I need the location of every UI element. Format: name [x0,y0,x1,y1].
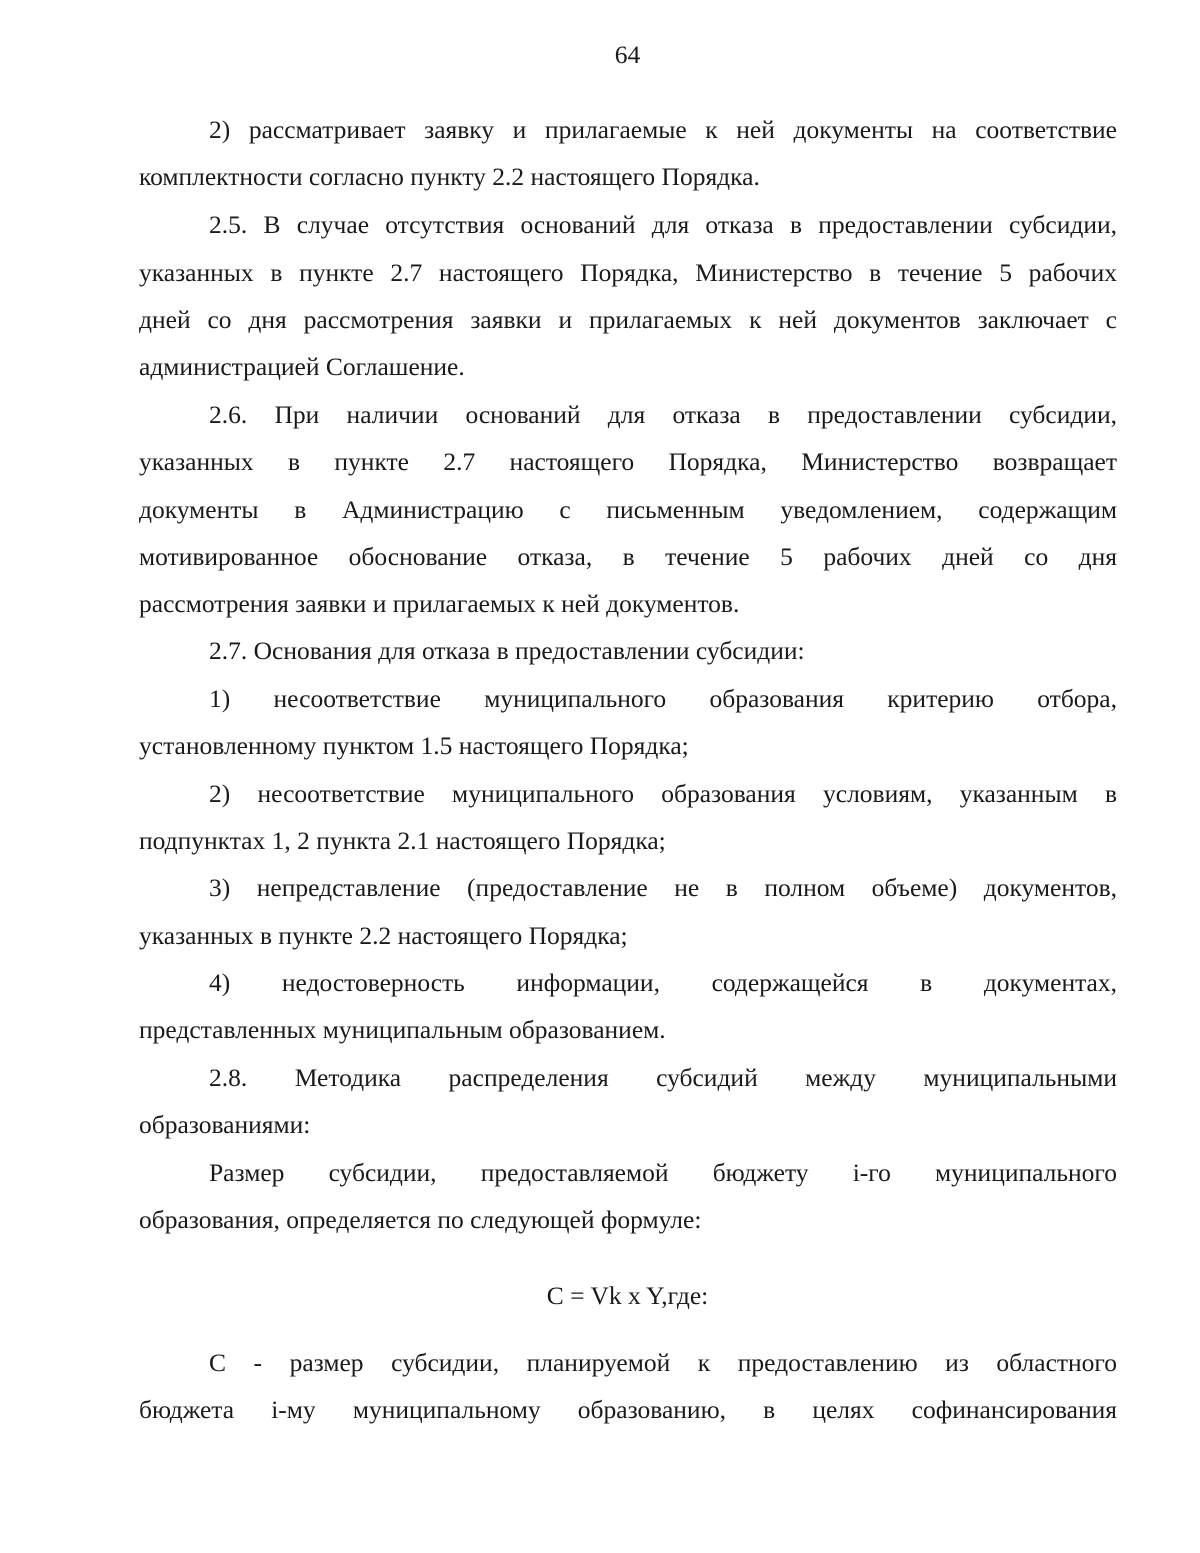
formula: C = Vk x Y,где: [546,1281,709,1310]
page-number: 64 [614,40,641,69]
text-line: 2.8. Методика распределения субсидий между муниципальными [209,1063,1117,1092]
text-line: бюджета i-му муниципальному образованию, в целях софинансирования [139,1395,1117,1424]
text-line: указанных в пункте 2.2 настоящего Порядка; [139,921,628,950]
text-line: образованиями: [139,1110,311,1139]
text-line: рассмотрения заявки и прилагаемых к ней документов. [139,589,740,618]
text-line: комплектности согласно пункту 2.2 настоящего Порядка. [139,162,760,191]
text-line: 4) недостоверность информации, содержащейся в документах, [209,968,1117,997]
text-line: указанных в пункте 2.7 настоящего Порядка, Министерство в течение 5 рабочих [139,258,1117,287]
text-line: 3) непредставление (предоставление не в полном объеме) документов, [209,873,1117,902]
text-line: мотивированное обоснование отказа, в течение 5 рабочих дней со дня [139,542,1117,571]
text-line: документы в Администрацию с письменным уведомлением, содержащим [139,495,1117,524]
text-line: подпунктах 1, 2 пункта 2.1 настоящего Порядка; [139,826,666,855]
text-line: C - размер субсидии, планируемой к предоставлению из областного [209,1348,1117,1377]
text-line: 1) несоответствие муниципального образования критерию отбора, [209,684,1117,713]
text-line: образования, определяется по следующей формуле: [139,1205,702,1234]
text-line: представленных муниципальным образованием. [139,1015,666,1044]
text-line: 2) рассматривает заявку и прилагаемые к ней документы на соответствие [209,115,1117,144]
text-line: Размер субсидии, предоставляемой бюджету i-го муниципального [209,1158,1117,1187]
text-line: 2.7. Основания для отказа в предоставлении субсидии: [209,636,805,665]
text-line: 2.6. При наличии оснований для отказа в предоставлении субсидии, [209,400,1117,429]
text-line: установленному пунктом 1.5 настоящего Порядка; [139,731,689,760]
text-line: указанных в пункте 2.7 настоящего Порядка, Министерство возвращает [139,447,1117,476]
text-line: дней со дня рассмотрения заявки и прилагаемых к ней документов заключает с [139,305,1117,334]
text-line: 2) несоответствие муниципального образования условиям, указанным в [209,779,1117,808]
text-line: 2.5. В случае отсутствия оснований для отказа в предоставлении субсидии, [209,210,1117,239]
text-line: администрацией Соглашение. [139,352,465,381]
